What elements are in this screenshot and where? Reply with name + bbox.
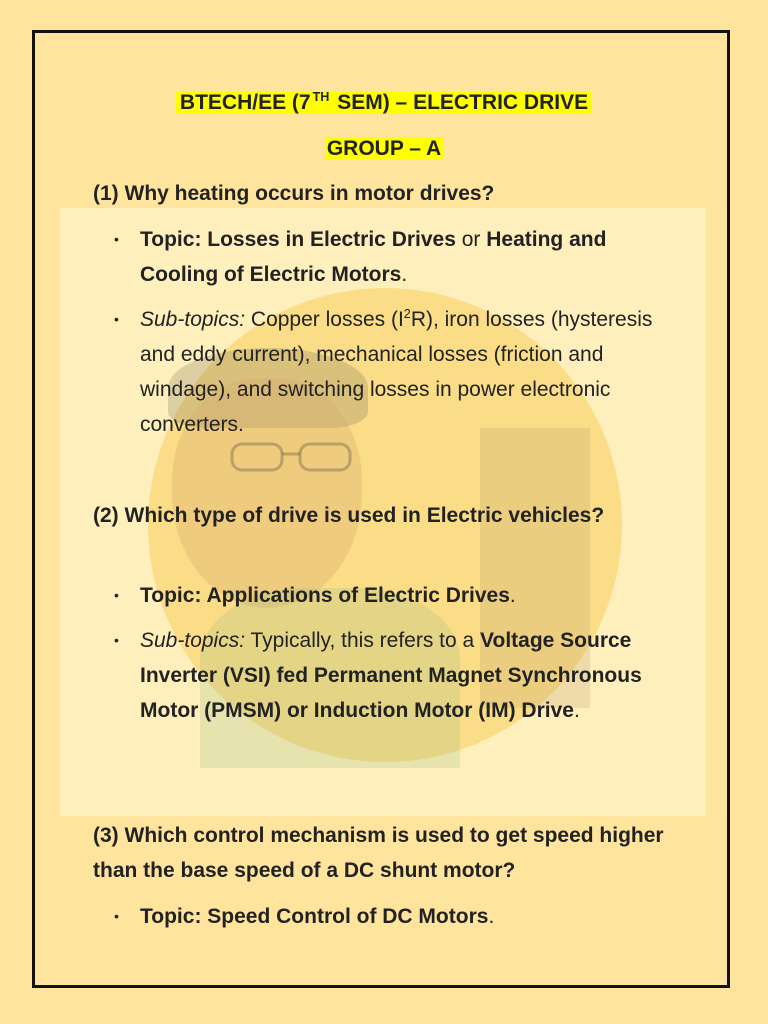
question-2-subtopics: • Sub-topics: Typically, this refers to a Voltage Source Inverter (VSI) fed Permanent Magnet Synchronous Motor (PMSM) or Induction Motor (IM) Drive. <box>114 623 684 728</box>
question-2-topic: • Topic: Applications of Electric Drives. <box>114 578 684 613</box>
bullet-icon: • <box>114 587 119 603</box>
question-3-topic: • Topic: Speed Control of DC Motors. <box>114 899 684 934</box>
group-heading: GROUP – A <box>326 137 442 160</box>
bullet-icon: • <box>114 311 119 327</box>
bullet-icon: • <box>114 231 119 247</box>
question-3: (3) Which control mechanism is used to get speed higher than the base speed of a DC shunt motor? <box>93 824 664 882</box>
bullet-icon: • <box>114 632 119 648</box>
watermark-glasses <box>228 440 358 474</box>
question-1: (1) Why heating occurs in motor drives? <box>93 182 495 205</box>
question-2: (2) Which type of drive is used in Electric vehicles? <box>93 504 605 527</box>
question-1-topic: • Topic: Losses in Electric Drives or Heating and Cooling of Electric Motors. <box>114 222 684 292</box>
bullet-icon: • <box>114 908 119 924</box>
page-title: BTECH/EE (7 $^{TH}$ SEM) – ELECTRIC DRIVE <box>0 91 768 115</box>
question-1-subtopics: • Sub-topics: Copper losses $(I^2R)$, iron losses (hysteresis and eddy current), mechanical losses (friction and windage), and switching losses in power electronic converters. <box>114 302 684 442</box>
